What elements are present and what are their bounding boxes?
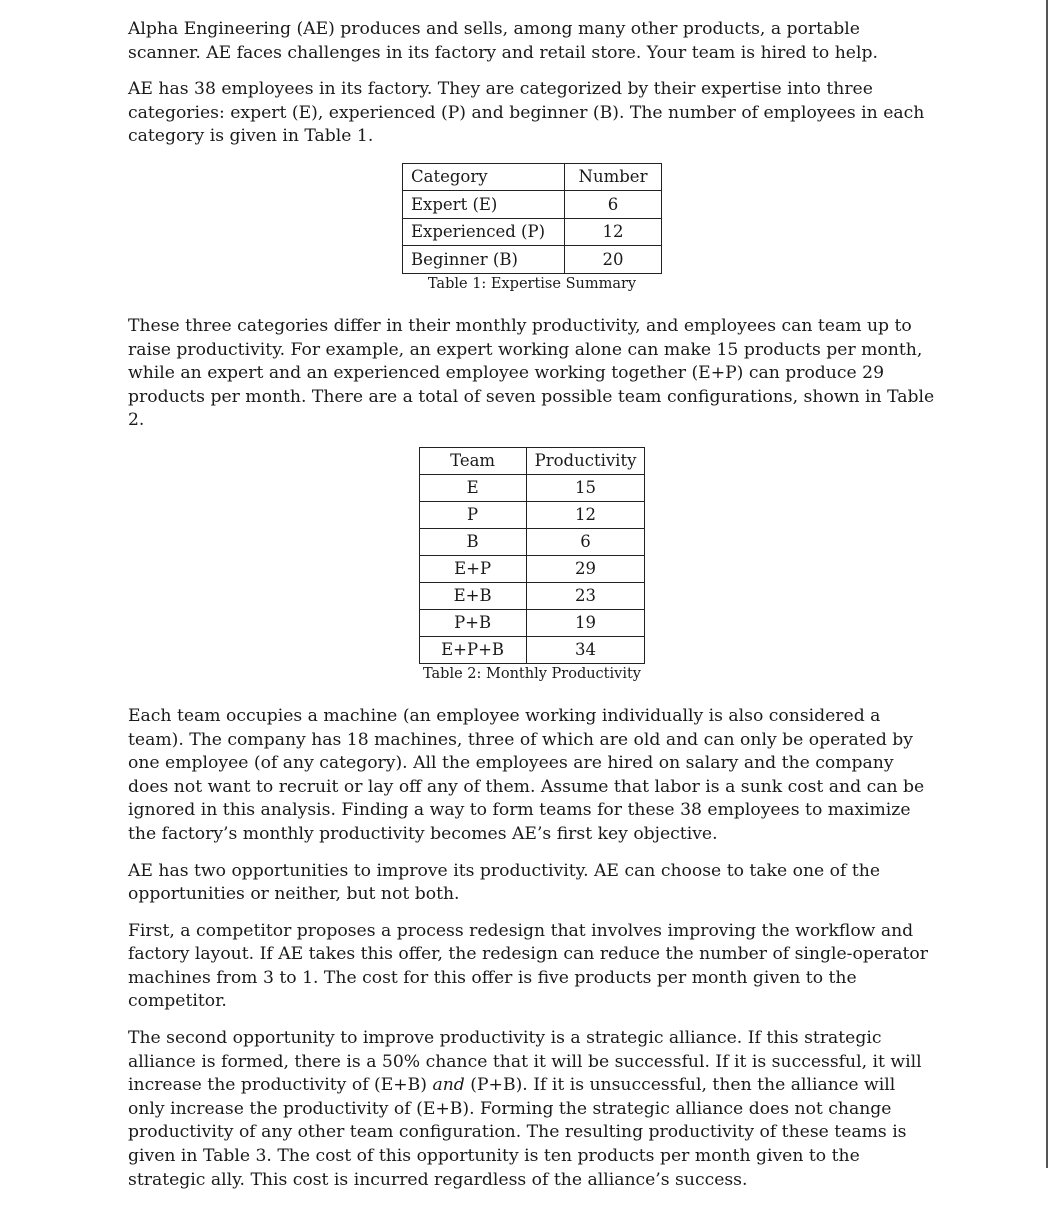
table-header-row xyxy=(403,163,662,191)
table-row xyxy=(403,246,662,274)
table-cell: E+P xyxy=(419,555,526,582)
table-header-row xyxy=(419,447,645,474)
opportunities-paragraph: AE has two opportunities to improve its productivity. AE can choose to take one of the opportunities or neither, but not both. xyxy=(128,860,880,905)
table-row xyxy=(403,191,662,219)
alliance-paragraph xyxy=(128,1027,936,1192)
alliance-emphasis: and xyxy=(432,1075,465,1096)
table-cell: B xyxy=(419,528,526,555)
table-cell: 15 xyxy=(526,474,645,501)
table-cell: 12 xyxy=(526,501,645,528)
table-cell: 6 xyxy=(565,191,662,219)
table-cell: 29 xyxy=(526,555,645,582)
table-row xyxy=(419,636,645,663)
expertise-table xyxy=(402,163,662,274)
table-row xyxy=(403,218,662,246)
alliance-text-part2: (P+B). If it is unsuccessful, then the alliance will only increase the productivity of (E+B). Forming the strategic alliance does not change productivity of any other team configuration. The resulting productivity of these teams is given in Table 3. The cost of this opportunity is ten products per month given to the strategic ally. This cost is incurred regardless of the alliance’s success. xyxy=(128,1075,907,1190)
table-row xyxy=(419,501,645,528)
table1-caption: Table 1: Expertise Summary xyxy=(427,275,637,292)
table-cell: 23 xyxy=(526,582,645,609)
table-cell: Expert (E) xyxy=(403,191,565,219)
table-cell: 12 xyxy=(565,218,662,246)
redesign-paragraph: First, a competitor proposes a process redesign that involves improving the workflow and factory layout. If AE takes this offer, the redesign can reduce the number of single-operator machines from 3 to 1. The cost for this offer is five products per month given to the competitor. xyxy=(128,920,928,1012)
table-cell: 20 xyxy=(565,246,662,274)
table-header-cell: Productivity xyxy=(526,447,645,474)
table-row xyxy=(419,609,645,636)
table2-container xyxy=(128,447,936,683)
table-cell: 19 xyxy=(526,609,645,636)
machines-paragraph: Each team occupies a machine (an employee working individually is also considered a team). The company has 18 machines, three of which are old and can only be operated by one employee (of any category). All the employees are hired on salary and the company does not want to recruit or lay off any of them. Assume that labor is a sunk cost and can be ignored in this analysis. Finding a way to form teams for these 38 employees to maximize the factory’s monthly productivity becomes AE’s first key objective. xyxy=(128,705,925,844)
table-row xyxy=(419,528,645,555)
table-header-cell: Team xyxy=(419,447,526,474)
table-row xyxy=(419,582,645,609)
table-header-cell: Category xyxy=(403,163,565,191)
table-row xyxy=(419,555,645,582)
alliance-text-part1: The second opportunity to improve productivity is a strategic alliance. If this strategic alliance is formed, there is a 50% chance that it will be successful. If it is successful, it will increase the productivity of (E+B) xyxy=(128,1028,922,1096)
productivity-paragraph: These three categories differ in their monthly productivity, and employees can team up to raise productivity. For example, an expert working alone can make 15 products per month, while an expert and an experienced employee working together (E+P) can produce 29 products per month. There are a total of seven possible team configurations, shown in Table 2. xyxy=(128,315,935,431)
table2-caption: Table 2: Monthly Productivity xyxy=(422,665,641,682)
document-body xyxy=(128,18,936,1205)
productivity-table xyxy=(419,447,646,664)
intro-paragraph: Alpha Engineering (AE) produces and sells, among many other products, a portable scanner. AE faces challenges in its factory and retail store. Your team is hired to help. xyxy=(128,19,878,63)
table-cell: E xyxy=(419,474,526,501)
table-cell: Experienced (P) xyxy=(403,218,565,246)
table-cell: 6 xyxy=(526,528,645,555)
table-cell: 34 xyxy=(526,636,645,663)
table-cell: Beginner (B) xyxy=(403,246,565,274)
table1-container xyxy=(128,163,936,293)
employees-paragraph: AE has 38 employees in its factory. They are categorized by their expertise into three categories: expert (E), experienced (P) and beginner (B). The number of employees in each category is given in Table 1. xyxy=(128,79,925,147)
table-cell: P+B xyxy=(419,609,526,636)
table-cell: E+P+B xyxy=(419,636,526,663)
table-row xyxy=(419,474,645,501)
table-header-cell: Number xyxy=(565,163,662,191)
table-cell: P xyxy=(419,501,526,528)
table-cell: E+B xyxy=(419,582,526,609)
